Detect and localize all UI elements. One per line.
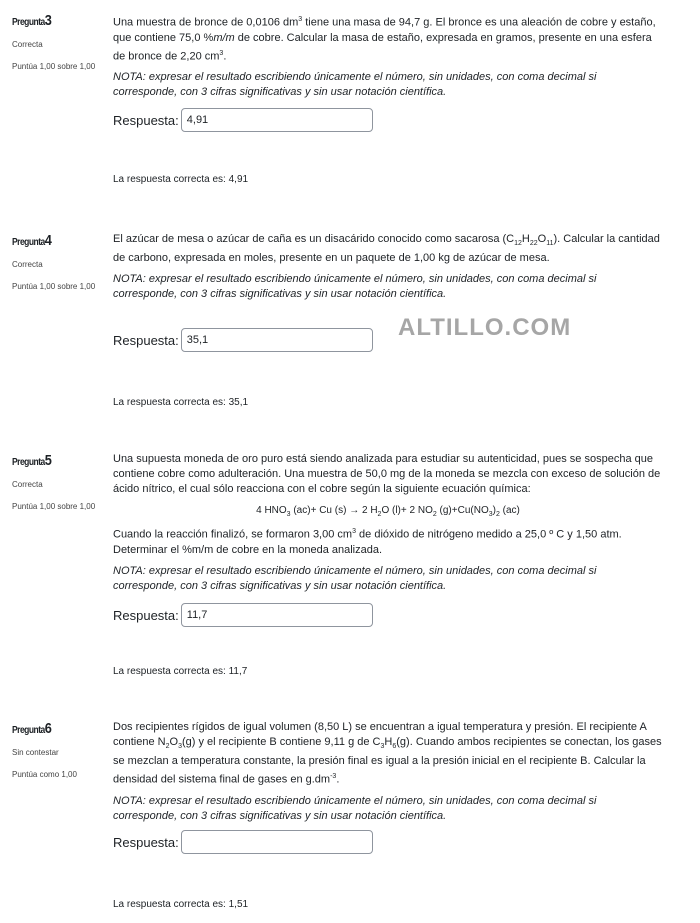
text-segment: 3	[178, 743, 182, 751]
answer-row	[113, 108, 373, 132]
question-text-continued	[113, 524, 663, 558]
answer-label: Respuesta:	[113, 332, 179, 348]
question-content	[113, 720, 663, 830]
question-number-value: 5	[44, 452, 52, 469]
text-segment: ). Calcular la cantidad de carbono, expresada en moles, presente en un paquete de 1,00 kg de azúcar de mesa.	[113, 233, 660, 265]
question-grade: Puntúa 1,00 sobre 1,00	[12, 282, 96, 291]
text-segment: O	[537, 233, 547, 245]
answer-input[interactable]	[181, 328, 373, 352]
text-segment: 2	[165, 743, 170, 751]
question-content	[113, 12, 663, 106]
question-state: Sin contestar	[12, 748, 59, 757]
answer-row	[113, 328, 373, 352]
question-number	[12, 12, 51, 29]
question-note: NOTA: expresar el resultado escribiendo únicamente el número, sin unidades, con coma decimal si corresponde, con 3 cifras significativas y sin usar notación científica.	[113, 273, 597, 301]
text-segment: H	[384, 736, 393, 748]
text-segment: .	[223, 50, 227, 63]
question-word: Pregunta	[12, 237, 45, 248]
question-info	[12, 720, 102, 782]
watermark: ALTILLO.COM	[398, 314, 572, 341]
chemical-equation	[113, 503, 663, 522]
text-segment: 3	[286, 511, 291, 518]
text-segment: .	[336, 773, 340, 786]
text-segment: (g). Cuando ambos recipientes se conectan, los gases se mezclan a temperatura constante, la presión final es igual a la presión inicial en el recipiente B. Calcular la densidad del sistema final de gases en g.dm	[113, 736, 662, 786]
question-word: Pregunta	[12, 457, 45, 468]
answer-label: Respuesta:	[113, 607, 179, 623]
text-segment: (g)+Cu(NO	[436, 505, 489, 516]
question-number-value: 4	[44, 232, 52, 249]
question-info	[12, 12, 102, 74]
text-segment: Una supuesta moneda de oro puro está siendo analizada para estudiar su autenticidad, pues se sospecha que contiene cobre como adulteración. Una muestra de 50,0 mg de la moneda se mezcla con exceso de solución de ácido nítrico, el cual sólo reacciona con el cobre según la siguiente ecuación química:	[113, 453, 661, 495]
question-state: Correcta	[12, 480, 43, 489]
question-text	[113, 12, 663, 64]
text-segment: 3	[298, 16, 303, 23]
question-text	[113, 452, 663, 497]
text-segment: 12	[514, 240, 522, 248]
text-segment: 4 HNO	[256, 505, 287, 516]
question-word: Pregunta	[12, 17, 45, 28]
text-segment: Dos recipientes rígidos de igual volumen (8,50 L) se encuentran a igual temperatura y presión. El recipiente A contiene N	[113, 721, 647, 748]
text-segment: m/m	[213, 31, 235, 44]
text-segment: 2	[432, 511, 437, 518]
correct-answer-feedback: La respuesta correcta es: 1,51	[113, 899, 249, 910]
answer-label: Respuesta:	[113, 112, 179, 128]
question-number-value: 3	[44, 12, 52, 29]
correct-answer-feedback: La respuesta correcta es: 11,7	[113, 666, 248, 677]
question-number-value: 6	[44, 720, 52, 737]
question-grade: Puntúa 1,00 sobre 1,00	[12, 502, 96, 511]
text-segment: El azúcar de mesa o azúcar de caña es un disacárido conocido como sacarosa (C	[113, 233, 515, 245]
question-state: Correcta	[12, 260, 43, 269]
answer-input[interactable]	[181, 108, 373, 132]
text-segment: (g) y el recipiente B contiene 9,11 g de C	[181, 736, 381, 748]
question-info	[12, 232, 102, 294]
text-segment: (ac)+ Cu (s) → 2 H	[290, 505, 378, 516]
text-segment: (ac)	[499, 505, 520, 516]
question-number	[12, 232, 51, 249]
text-segment: 22	[529, 240, 538, 248]
question-number	[12, 720, 51, 737]
text-segment: 3	[488, 511, 493, 518]
question-text	[113, 232, 663, 266]
answer-label: Respuesta:	[113, 834, 179, 850]
answer-input[interactable]	[181, 830, 373, 854]
question-grade: Puntúa 1,00 sobre 1,00	[12, 62, 96, 71]
text-segment: de dióxido de nitrógeno medido a 25,0 º C y 1,50 atm. Determinar el %m/m de cobre en la moneda analizada.	[113, 528, 622, 556]
text-segment: Una muestra de bronce de 0,0106 dm	[113, 16, 299, 29]
text-segment: 6	[392, 743, 397, 751]
text-segment: O (l)+ 2 NO	[381, 505, 433, 516]
question-note: NOTA: expresar el resultado escribiendo únicamente el número, sin unidades, con coma decimal si corresponde, con 3 cifras significativas y sin usar notación científica.	[113, 564, 597, 592]
text-segment: tiene una masa de 94,7 g. El bronce es una aleación de cobre y estaño, que contiene 75,0 %	[113, 16, 656, 44]
question-text	[113, 720, 663, 788]
question-note: NOTA: expresar el resultado escribiendo únicamente el número, sin unidades, con coma decimal si corresponde, con 3 cifras significativas y sin usar notación científica.	[113, 794, 597, 822]
question-content	[113, 232, 663, 308]
question-content	[113, 452, 663, 600]
question-word: Pregunta	[12, 725, 45, 736]
text-segment: 3	[380, 743, 385, 751]
answer-input[interactable]	[181, 603, 373, 627]
text-segment: O	[169, 736, 179, 748]
text-segment: H	[521, 233, 530, 245]
answer-row	[113, 830, 373, 854]
question-state: Correcta	[12, 40, 43, 49]
text-segment: Cuando la reacción finalizó, se formaron 3,00 cm	[113, 528, 353, 541]
question-number	[12, 452, 51, 469]
question-grade: Puntúa como 1,00	[12, 770, 77, 779]
text-segment: 2	[377, 511, 382, 518]
correct-answer-feedback: La respuesta correcta es: 4,91	[113, 174, 249, 185]
text-segment: 3	[352, 528, 356, 535]
text-segment: )	[492, 505, 496, 516]
text-segment: 11	[546, 240, 554, 248]
text-segment: 2	[495, 511, 500, 518]
correct-answer-feedback: La respuesta correcta es: 35,1	[113, 397, 249, 408]
answer-row	[113, 603, 373, 627]
text-segment: 3	[219, 49, 224, 57]
text-segment: de cobre. Calcular la masa de estaño, expresada en gramos, presente en una esfera de bronce de 2,20 cm	[113, 31, 652, 63]
text-segment: -3	[330, 773, 337, 781]
question-info	[12, 452, 102, 514]
question-note: NOTA: expresar el resultado escribiendo únicamente el número, sin unidades, con coma decimal si corresponde, con 3 cifras significativas y sin usar notación científica.	[113, 71, 597, 99]
